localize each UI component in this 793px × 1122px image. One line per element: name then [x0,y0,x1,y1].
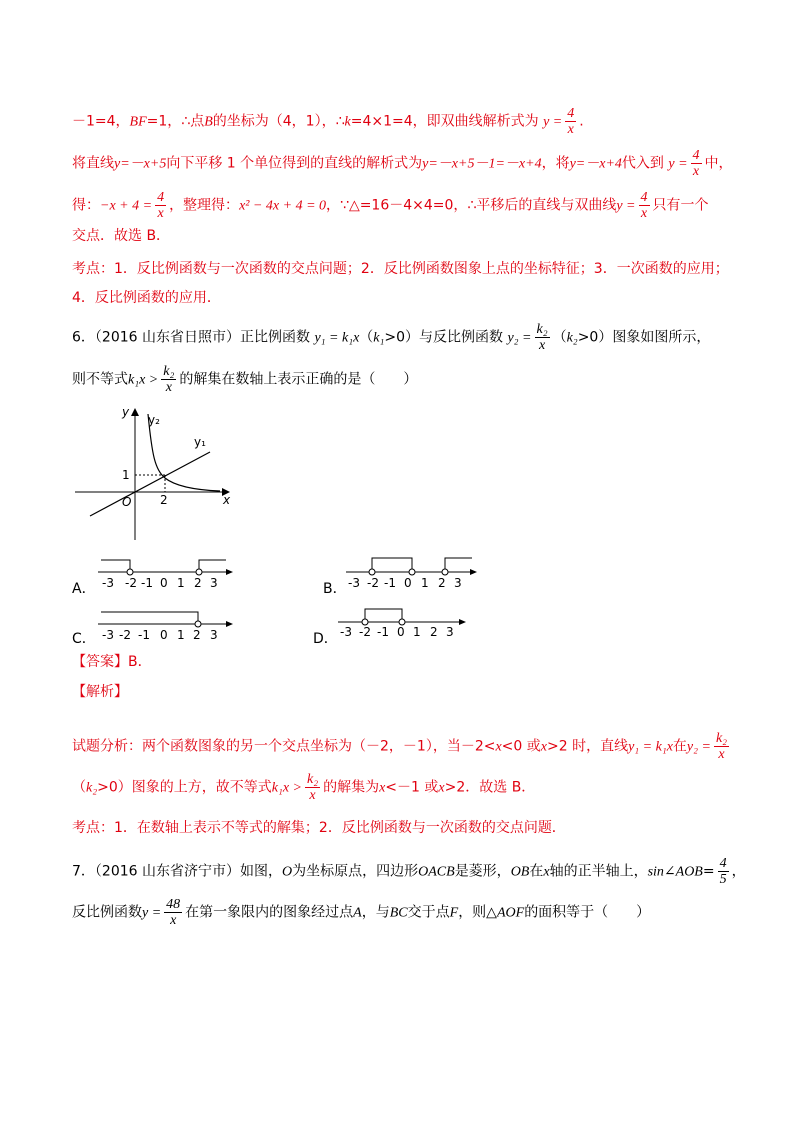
fraction-k2-over-x: $\frac{\text{k₂}}{x}$ [163,364,175,395]
svg-text:2: 2 [194,576,202,590]
svg-text:-1: -1 [138,628,150,642]
svg-text:1: 1 [413,625,421,639]
solution-line-4: 交点．故选 B． [72,228,171,244]
svg-text:-3: -3 [348,576,360,590]
svg-text:2: 2 [430,625,438,639]
fraction-4-over-x: $\frac{4}{x}$ [567,106,575,137]
svg-text:0: 0 [404,576,412,590]
tick-label-2: 2 [160,493,168,507]
option-b-number-line[interactable] [344,550,484,590]
option-c-label[interactable]: C． [72,631,96,647]
fraction-k2-over-x: $\frac{\text{k₂}}{x}$ [306,772,319,803]
svg-text:3: 3 [446,625,454,639]
svg-text:-1: -1 [377,625,389,639]
answer-label: 【答案】B． [72,654,152,670]
solution-line-1: －1=4，BF=1，∴点B的坐标为（4，1），∴k=4×1=4，即双曲线解析式为 y = $\frac{4}{x}$ . [72,106,584,137]
option-d-label[interactable]: D． [313,631,338,647]
svg-text:0: 0 [160,576,168,590]
x-axis-label: x [223,493,231,507]
svg-text:-2: -2 [119,628,131,642]
fraction-k2-over-x: $\frac{\text{k₂}}{x}$ [536,322,548,353]
svg-text:3: 3 [454,576,462,590]
y-axis-arrow [131,408,139,416]
analysis-line-1: 试题分析：两个函数图象的另一个交点坐标为（－2，－1），当－2<x<0 或x>2 时，直线y₁ = k₁x在y₂ = $\frac{\text{k₂}}{x}$ [72,731,728,762]
y2-label: y₂ [148,413,160,427]
svg-text:1: 1 [421,576,429,590]
function-graph [70,400,240,550]
option-a-number-line[interactable] [96,550,236,590]
option-b-ticks [348,576,462,590]
y1-label: y₁ [194,435,206,449]
q7-line-2: 反比例函数y = $\frac{48}{x}$ 在第一象限内的图象经过点A，与BC交于点F，则△AOF的面积等于（ ） [72,897,651,928]
q7-line-1: 7．（2016 山东省济宁市）如图，O为坐标原点，四边形OACB是菱形，OB在x轴的正半轴上，sin∠AOB= $\frac{4}{5}$ ， [72,856,746,887]
svg-text:3: 3 [210,576,218,590]
option-d-number-line[interactable] [336,602,476,642]
svg-text:-2: -2 [359,625,371,639]
q6-line-1: 6．（2016 山东省日照市）正比例函数 y₁ = k₁x（k₁>0）与反比例函数 y₂ = $\frac{\text{k₂}}{x}$ （k₂>0）图象如图所示， [72,322,711,353]
svg-text:1: 1 [177,576,185,590]
fraction-4-over-5: $\frac{4}{5}$ [719,856,727,887]
origin-label: O [122,495,132,509]
q6-kaodian: 考点：1．在数轴上表示不等式的解集；2．反比例函数与一次函数的交点问题． [72,820,566,836]
option-c-ticks [102,628,218,642]
svg-text:-3: -3 [102,628,114,642]
kaodian-line-2: 4．反比例函数的应用． [72,290,221,306]
svg-text:3: 3 [210,628,218,642]
fraction-48-over-x: $\frac{48}{x}$ [166,897,181,928]
option-a-ticks [102,576,218,590]
q6-line-2: 则不等式k₁x > $\frac{\text{k₂}}{x}$ 的解集在数轴上表示正确的是（ ） [72,364,418,395]
solution-line-3: 得：−x + 4 = $\frac{4}{x}$ ，整理得：x² − 4x + 4 = 0，∵△=16－4×4=0，∴平移后的直线与双曲线y = $\frac{4}{x}$ 只有一个 [72,190,709,221]
svg-text:2: 2 [193,628,201,642]
tick-label-1: 1 [122,468,130,482]
svg-text:1: 1 [177,628,185,642]
line-y1 [90,452,210,516]
kaodian-line-1: 考点：1．反比例函数与一次函数的交点问题；2．反比例函数图象上点的坐标特征；3．一次函数的应用； [72,261,729,277]
option-b-label[interactable]: B． [323,581,347,597]
option-d-ticks [340,625,454,639]
y-axis-label: y [122,405,130,419]
fraction-4-over-x: $\frac{4}{x}$ [640,190,648,221]
svg-text:2: 2 [438,576,446,590]
svg-text:0: 0 [160,628,168,642]
analysis-label: 【解析】 [72,684,128,700]
svg-text:-3: -3 [102,576,114,590]
svg-text:-2: -2 [367,576,379,590]
fraction-4-over-x: $\frac{4}{x}$ [157,190,165,221]
fraction-k2-over-x: $\frac{\text{k₂}}{x}$ [715,731,728,762]
solution-line-2: 将直线y=－x+5向下平移 1 个单位得到的直线的解析式为y=－x+5－1=－x+4，将y=－x+4代入到 y = $\frac{4}{x}$ 中， [72,148,733,179]
fraction-4-over-x: $\frac{4}{x}$ [692,148,700,179]
svg-text:-1: -1 [384,576,396,590]
svg-text:-2: -2 [125,576,137,590]
option-a-label[interactable]: A． [72,581,96,597]
svg-text:-3: -3 [340,625,352,639]
option-c-number-line[interactable] [96,604,236,644]
svg-text:-1: -1 [141,576,153,590]
analysis-line-2: （k₂>0）图象的上方，故不等式k₁x > $\frac{\text{k₂}}{x}$ 的解集为x<－1 或x>2．故选 B． [72,772,536,803]
svg-text:0: 0 [397,625,405,639]
